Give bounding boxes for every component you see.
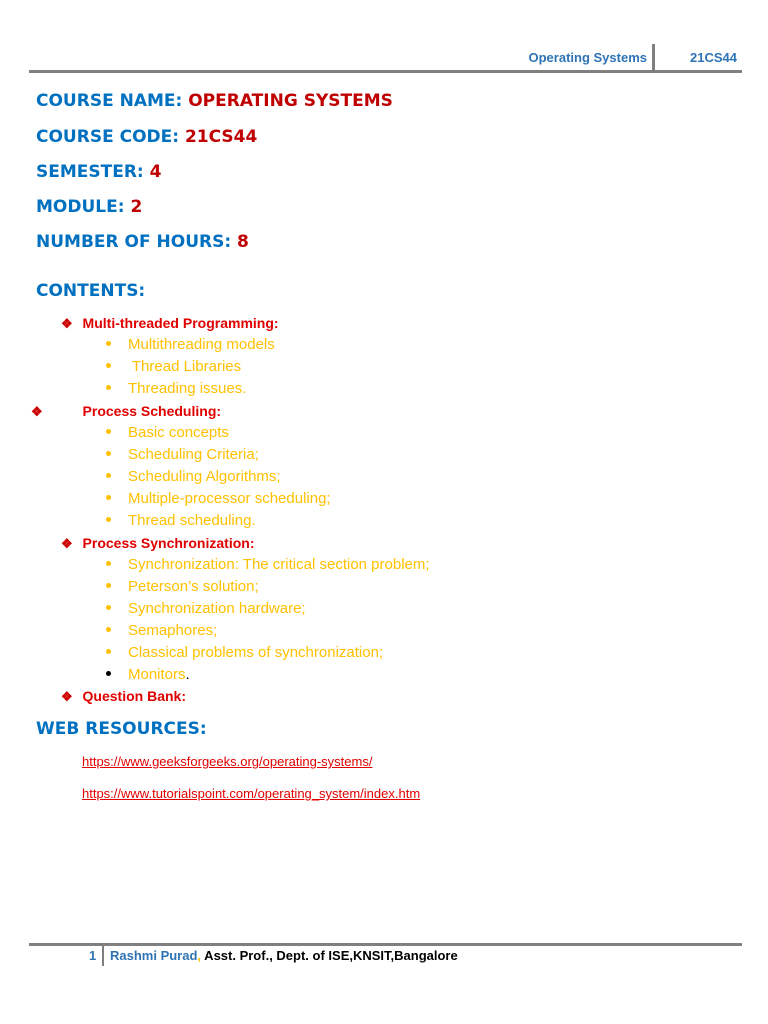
bullet-dot-icon <box>106 495 111 500</box>
list-item-text: Threading issues. <box>128 380 247 397</box>
footer-comma: , <box>197 948 202 963</box>
header-separator <box>652 44 655 71</box>
list-item <box>106 556 430 573</box>
contents-heading: CONTENTS: <box>36 281 146 301</box>
list-item-trail: . <box>185 666 190 683</box>
footer-affiliation: Asst. Prof., Dept. of ISE,KNSIT,Bangalore <box>201 948 458 963</box>
web-resources-heading: WEB RESOURCES: <box>36 719 207 739</box>
bullet-dot-icon <box>106 561 111 566</box>
list-item-text: Multiple-processor scheduling; <box>128 490 331 507</box>
page-number: 1 <box>89 948 97 963</box>
topic-suffix: : <box>273 315 279 331</box>
bullet-dot-icon <box>106 583 111 588</box>
header-course-code: 21CS44 <box>690 50 737 65</box>
course-name-value: OPERATING SYSTEMS <box>188 91 393 111</box>
hours-label: NUMBER OF HOURS: <box>36 232 238 252</box>
semester-line <box>36 162 162 182</box>
list-item <box>106 578 259 595</box>
list-item <box>106 358 241 375</box>
list-item-text: Thread scheduling. <box>128 512 256 529</box>
semester-value: 4 <box>149 162 162 182</box>
course-code-label: COURSE CODE: <box>36 127 185 147</box>
topic-title: Multi-threaded Programming <box>82 315 274 331</box>
semester-label: SEMESTER: <box>36 162 150 182</box>
hours-line <box>36 232 249 252</box>
topic-suffix: : <box>249 535 255 551</box>
footer-credit <box>110 948 458 963</box>
list-item <box>106 666 190 683</box>
list-item-text: Synchronization: The critical section problem; <box>128 556 430 573</box>
course-name-label: COURSE NAME: <box>36 91 189 111</box>
list-item-text: Basic concepts <box>128 424 229 441</box>
list-item-text: Scheduling Criteria; <box>128 446 259 463</box>
list-item <box>106 490 331 507</box>
bullet-dot-icon <box>106 605 111 610</box>
bullet-dot-icon <box>106 517 111 522</box>
course-code-value: 21CS44 <box>184 127 258 147</box>
footer-rule <box>29 943 742 946</box>
topic-multithreaded <box>61 315 279 332</box>
list-item-text: Scheduling Algorithms; <box>128 468 281 485</box>
diamond-bullet-icon: ❖ <box>61 316 73 331</box>
bullet-dot-icon <box>106 627 111 632</box>
topic-title: Process Scheduling <box>82 403 217 419</box>
list-item <box>106 336 275 353</box>
bullet-dot-icon <box>106 363 111 368</box>
topic-title: Process Synchronization <box>82 535 250 551</box>
bullet-dot-icon <box>106 649 111 654</box>
list-item-text: Peterson’s solution; <box>128 578 259 595</box>
topic-title: Question Bank <box>82 688 182 704</box>
bullet-dot-icon <box>106 341 111 346</box>
header-rule <box>29 70 742 73</box>
footer-author: Rashmi Purad <box>110 948 198 963</box>
list-item <box>106 380 246 397</box>
list-item <box>106 446 259 463</box>
bullet-dot-icon <box>106 451 111 456</box>
header-title: Operating Systems <box>528 50 647 65</box>
list-item <box>106 622 217 639</box>
topic-suffix: : <box>216 403 222 419</box>
list-item <box>106 512 256 529</box>
list-item-text: Monitors <box>128 666 186 683</box>
hours-value: 8 <box>237 232 249 252</box>
diamond-bullet-icon: ❖ <box>31 404 43 419</box>
bullet-dot-icon <box>106 473 111 478</box>
link-tutorialspoint[interactable]: https://www.tutorialspoint.com/operating_system/index.htm <box>82 786 421 801</box>
topic-process-synchronization <box>61 535 255 552</box>
list-item <box>106 468 281 485</box>
course-code-line <box>36 127 257 147</box>
link-geeksforgeeks[interactable]: https://www.geeksforgeeks.org/operating-systems/ <box>82 754 373 769</box>
module-label: MODULE: <box>36 197 131 217</box>
module-line <box>36 197 142 217</box>
course-name-line <box>36 91 393 111</box>
list-item <box>106 644 383 661</box>
list-item-text: Multithreading models <box>128 336 275 353</box>
topic-process-scheduling <box>31 403 221 420</box>
list-item <box>106 424 229 441</box>
bullet-dot-icon <box>106 385 111 390</box>
diamond-bullet-icon: ❖ <box>61 689 73 704</box>
module-value: 2 <box>130 197 143 217</box>
bullet-dot-icon <box>106 429 111 434</box>
list-item-text: Classical problems of synchronization; <box>128 644 384 661</box>
list-item <box>106 600 306 617</box>
topic-suffix: : <box>181 688 187 704</box>
list-item-text: Thread Libraries <box>128 358 242 375</box>
footer-separator <box>102 944 104 966</box>
topic-question-bank <box>61 688 186 705</box>
diamond-bullet-icon: ❖ <box>61 536 73 551</box>
list-item-text: Semaphores; <box>128 622 218 639</box>
list-item-text: Synchronization hardware; <box>128 600 306 617</box>
bullet-dot-icon <box>106 671 111 676</box>
